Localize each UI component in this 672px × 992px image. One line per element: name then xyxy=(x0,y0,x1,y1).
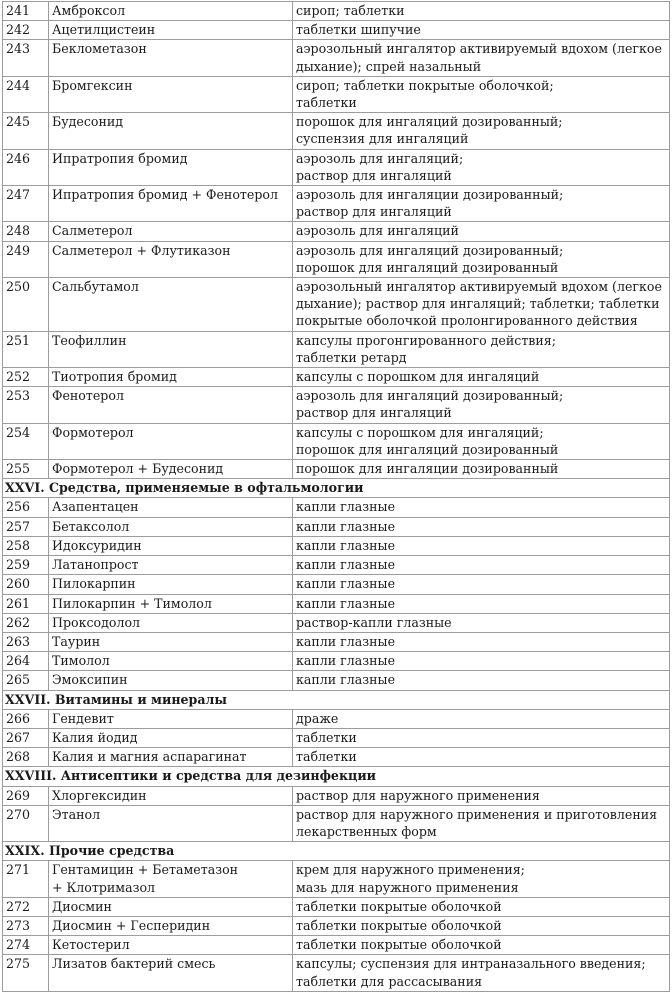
row-number: 246 xyxy=(3,149,49,185)
dosage-form: капли глазные xyxy=(296,557,396,573)
dosage-form: капли глазные xyxy=(296,672,396,688)
row-number: 261 xyxy=(3,594,49,613)
dosage-form-cell xyxy=(293,2,670,21)
dosage-form: суспензия для ингаляций xyxy=(296,131,469,147)
dosage-form: капли глазные xyxy=(296,633,396,649)
dosage-form: раствор для наружного применения и приготовления xyxy=(296,806,658,822)
drug-name: Ипратропия бромид xyxy=(52,150,188,166)
drug-name-cell xyxy=(49,861,293,897)
dosage-form: порошок для ингаляций дозированный xyxy=(296,259,559,275)
dosage-form: капли глазные xyxy=(296,576,396,592)
drug-name: Формотерол xyxy=(52,424,134,440)
drug-name: Идоксуридин xyxy=(52,537,142,553)
drug-name: Пилокарпин xyxy=(52,576,136,592)
row-number: 243 xyxy=(3,40,49,76)
table-row xyxy=(3,805,670,841)
table-row xyxy=(3,575,670,594)
row-number: 260 xyxy=(3,575,49,594)
drug-name: Сальбутамол xyxy=(52,279,139,295)
drug-name: Будесонид xyxy=(52,114,124,130)
row-number: 266 xyxy=(3,709,49,728)
table-row xyxy=(3,241,670,277)
drug-name-cell xyxy=(49,556,293,575)
dosage-form: таблетки xyxy=(296,749,357,765)
table-row xyxy=(3,936,670,955)
dosage-form-cell xyxy=(293,536,670,555)
row-number: 252 xyxy=(3,368,49,387)
drug-name: Калия йодид xyxy=(52,729,138,745)
dosage-form: дыхание); спрей назальный xyxy=(296,58,482,74)
drug-list-table xyxy=(2,1,670,992)
dosage-form: капсулы прогонгированного действия; xyxy=(296,332,556,348)
table-row xyxy=(3,460,670,479)
dosage-form-cell xyxy=(293,149,670,185)
dosage-form-cell xyxy=(293,222,670,241)
drug-name-cell xyxy=(49,21,293,40)
section-row xyxy=(3,842,670,861)
dosage-form: порошок для ингаляций дозированный; xyxy=(296,114,563,130)
dosage-form: лекарственных форм xyxy=(296,823,437,839)
drug-name-cell xyxy=(49,387,293,423)
drug-name-cell xyxy=(49,498,293,517)
dosage-form-cell xyxy=(293,331,670,367)
drug-name-cell xyxy=(49,613,293,632)
row-number: 257 xyxy=(3,517,49,536)
row-number: 249 xyxy=(3,241,49,277)
dosage-form-cell xyxy=(293,40,670,76)
dosage-form-cell xyxy=(293,652,670,671)
dosage-form: раствор для ингаляций xyxy=(296,204,452,220)
dosage-form-cell xyxy=(293,897,670,916)
drug-name: Формотерол + Будесонид xyxy=(52,461,224,477)
dosage-form: драже xyxy=(296,710,339,726)
drug-name: + Клотримазол xyxy=(52,879,156,895)
drug-name-cell xyxy=(49,241,293,277)
row-number: 242 xyxy=(3,21,49,40)
table-row xyxy=(3,423,670,459)
table-row xyxy=(3,331,670,367)
drug-name: Пилокарпин + Тимолол xyxy=(52,595,212,611)
drug-name: Калия и магния аспарагинат xyxy=(52,749,247,765)
drug-name: Ипратропия бромид + Фенотерол xyxy=(52,187,278,203)
row-number: 241 xyxy=(3,2,49,21)
section-title: XXVI. Средства, применяемые в офтальмологии xyxy=(3,479,670,498)
dosage-form-cell xyxy=(293,21,670,40)
dosage-form: капли глазные xyxy=(296,518,396,534)
section-title: XXIX. Прочие средства xyxy=(3,842,670,861)
drug-name-cell xyxy=(49,222,293,241)
drug-name-cell xyxy=(49,331,293,367)
dosage-form-cell xyxy=(293,786,670,805)
dosage-form: аэрозоль для ингаляций xyxy=(296,223,459,239)
drug-name-cell xyxy=(49,460,293,479)
row-number: 248 xyxy=(3,222,49,241)
drug-name-cell xyxy=(49,149,293,185)
row-number: 271 xyxy=(3,861,49,897)
dosage-form-cell xyxy=(293,241,670,277)
drug-name: Хлоргексидин xyxy=(52,787,147,803)
dosage-form: таблетки xyxy=(296,729,357,745)
dosage-form: капли глазные xyxy=(296,499,396,515)
drug-name: Кетостерил xyxy=(52,937,130,953)
section-row xyxy=(3,690,670,709)
row-number: 274 xyxy=(3,936,49,955)
drug-name: Азапентацен xyxy=(52,499,139,515)
drug-name: Таурин xyxy=(52,633,101,649)
section-row xyxy=(3,767,670,786)
dosage-form-cell xyxy=(293,278,670,332)
drug-name-cell xyxy=(49,368,293,387)
drug-name: Латанопрост xyxy=(52,557,139,573)
row-number: 272 xyxy=(3,897,49,916)
table-row xyxy=(3,709,670,728)
table-row xyxy=(3,368,670,387)
dosage-form: таблетки ретард xyxy=(296,349,407,365)
drug-name-cell xyxy=(49,517,293,536)
dosage-form-cell xyxy=(293,186,670,222)
table-row xyxy=(3,594,670,613)
dosage-form: раствор для ингаляций xyxy=(296,405,452,421)
table-row xyxy=(3,728,670,747)
drug-name: Бромгексин xyxy=(52,77,133,93)
row-number: 244 xyxy=(3,76,49,112)
section-row xyxy=(3,479,670,498)
dosage-form: сироп; таблетки xyxy=(296,3,405,18)
drug-name-cell xyxy=(49,2,293,21)
dosage-form: дыхание); раствор для ингаляций; таблетки; таблетки xyxy=(296,296,660,312)
drug-name-cell xyxy=(49,671,293,690)
drug-name: Салметерол + Флутиказон xyxy=(52,242,231,258)
row-number: 250 xyxy=(3,278,49,332)
drug-name-cell xyxy=(49,186,293,222)
drug-name-cell xyxy=(49,786,293,805)
drug-name-cell xyxy=(49,76,293,112)
drug-name: Бетаксолол xyxy=(52,518,130,534)
drug-name-cell xyxy=(49,728,293,747)
drug-name-cell xyxy=(49,278,293,332)
drug-name: Гентамицин + Бетаметазон xyxy=(52,862,239,878)
table-row xyxy=(3,2,670,21)
drug-name-cell xyxy=(49,575,293,594)
table-row xyxy=(3,748,670,767)
dosage-form-cell xyxy=(293,556,670,575)
dosage-form: капсулы; суспензия для интраназального введения; xyxy=(296,956,646,972)
dosage-form: аэрозольный ингалятор активируемый вдохом (легкое xyxy=(296,41,662,57)
drug-name: Диосмин + Гесперидин xyxy=(52,917,211,933)
dosage-form: покрытые оболочкой пролонгированного действия xyxy=(296,313,638,329)
dosage-form-cell xyxy=(293,916,670,935)
drug-name-cell xyxy=(49,748,293,767)
table-row xyxy=(3,21,670,40)
table-row xyxy=(3,517,670,536)
table-row xyxy=(3,613,670,632)
drug-name: Тимолол xyxy=(52,653,110,669)
table-row xyxy=(3,536,670,555)
dosage-form: аэрозоль для ингаляций; xyxy=(296,150,464,166)
drug-name: Диосмин xyxy=(52,898,112,914)
dosage-form-cell xyxy=(293,748,670,767)
row-number: 253 xyxy=(3,387,49,423)
row-number: 263 xyxy=(3,632,49,651)
row-number: 264 xyxy=(3,652,49,671)
dosage-form-cell xyxy=(293,113,670,149)
drug-name: Фенотерол xyxy=(52,388,124,404)
table-row xyxy=(3,786,670,805)
table-row xyxy=(3,149,670,185)
drug-name-cell xyxy=(49,423,293,459)
drug-name-cell xyxy=(49,936,293,955)
section-title: XXVII. Витамины и минералы xyxy=(3,690,670,709)
drug-name-cell xyxy=(49,709,293,728)
dosage-form: сироп; таблетки покрытые оболочкой; xyxy=(296,77,554,93)
dosage-form: раствор для ингаляций xyxy=(296,167,452,183)
table-row xyxy=(3,40,670,76)
table-row xyxy=(3,671,670,690)
dosage-form-cell xyxy=(293,368,670,387)
table-row xyxy=(3,652,670,671)
drug-name: Проксодолол xyxy=(52,614,141,630)
drug-name-cell xyxy=(49,805,293,841)
row-number: 262 xyxy=(3,613,49,632)
dosage-form: таблетки xyxy=(296,95,357,111)
row-number: 269 xyxy=(3,786,49,805)
row-number: 247 xyxy=(3,186,49,222)
dosage-form-cell xyxy=(293,632,670,651)
drug-name: Амброксол xyxy=(52,3,126,18)
drug-name-cell xyxy=(49,955,293,991)
table-row xyxy=(3,897,670,916)
dosage-form-cell xyxy=(293,709,670,728)
drug-name: Ацетилцистеин xyxy=(52,22,156,38)
dosage-form-cell xyxy=(293,460,670,479)
row-number: 267 xyxy=(3,728,49,747)
row-number: 255 xyxy=(3,460,49,479)
table-row xyxy=(3,278,670,332)
drug-name: Тиотропия бромид xyxy=(52,369,177,385)
dosage-form-cell xyxy=(293,594,670,613)
table-row xyxy=(3,186,670,222)
drug-name-cell xyxy=(49,897,293,916)
dosage-form: мазь для наружного применения xyxy=(296,879,519,895)
row-number: 259 xyxy=(3,556,49,575)
table-row xyxy=(3,861,670,897)
drug-name: Лизатов бактерий смесь xyxy=(52,956,216,972)
dosage-form-cell xyxy=(293,936,670,955)
drug-name-cell xyxy=(49,594,293,613)
dosage-form-cell xyxy=(293,613,670,632)
section-title: XXVIII. Антисептики и средства для дезинфекции xyxy=(3,767,670,786)
table-row xyxy=(3,387,670,423)
dosage-form: таблетки покрытые оболочкой xyxy=(296,917,502,933)
row-number: 273 xyxy=(3,916,49,935)
dosage-form: порошок для ингаляций дозированный xyxy=(296,441,559,457)
dosage-form-cell xyxy=(293,423,670,459)
dosage-form-cell xyxy=(293,861,670,897)
dosage-form: таблетки покрытые оболочкой xyxy=(296,898,502,914)
table-row xyxy=(3,498,670,517)
drug-name: Салметерол xyxy=(52,223,133,239)
dosage-form: раствор для наружного применения xyxy=(296,787,540,803)
dosage-form-cell xyxy=(293,955,670,991)
dosage-form: аэрозоль для ингаляций дозированный; xyxy=(296,242,564,258)
dosage-form-cell xyxy=(293,517,670,536)
dosage-form: аэрозольный ингалятор активируемый вдохом (легкое xyxy=(296,279,662,295)
drug-name: Эмоксипин xyxy=(52,672,128,688)
dosage-form: порошок для ингаляции дозированный xyxy=(296,461,559,477)
dosage-form: таблетки для рассасывания xyxy=(296,973,483,989)
dosage-form-cell xyxy=(293,498,670,517)
dosage-form-cell xyxy=(293,805,670,841)
table-row xyxy=(3,113,670,149)
dosage-form-cell xyxy=(293,575,670,594)
dosage-form: капли глазные xyxy=(296,653,396,669)
table-row xyxy=(3,222,670,241)
dosage-form: аэрозоль для ингаляций дозированный; xyxy=(296,388,564,404)
dosage-form-cell xyxy=(293,76,670,112)
drug-name-cell xyxy=(49,632,293,651)
table-row xyxy=(3,76,670,112)
dosage-form: крем для наружного применения; xyxy=(296,862,525,878)
row-number: 265 xyxy=(3,671,49,690)
row-number: 251 xyxy=(3,331,49,367)
drug-name: Беклометазон xyxy=(52,41,147,57)
row-number: 270 xyxy=(3,805,49,841)
table-row xyxy=(3,955,670,991)
row-number: 254 xyxy=(3,423,49,459)
drug-name: Гендевит xyxy=(52,710,114,726)
drug-name-cell xyxy=(49,113,293,149)
row-number: 258 xyxy=(3,536,49,555)
dosage-form-cell xyxy=(293,671,670,690)
drug-name: Теофиллин xyxy=(52,332,127,348)
row-number: 275 xyxy=(3,955,49,991)
row-number: 268 xyxy=(3,748,49,767)
dosage-form: капсулы с порошком для ингаляций; xyxy=(296,424,544,440)
row-number: 245 xyxy=(3,113,49,149)
dosage-form: капсулы с порошком для ингаляций xyxy=(296,369,540,385)
table-row xyxy=(3,916,670,935)
dosage-form: раствор-капли глазные xyxy=(296,614,452,630)
dosage-form-cell xyxy=(293,387,670,423)
dosage-form: капли глазные xyxy=(296,595,396,611)
table-row xyxy=(3,632,670,651)
table-row xyxy=(3,556,670,575)
drug-name-cell xyxy=(49,536,293,555)
dosage-form: аэрозоль для ингаляции дозированный; xyxy=(296,187,564,203)
row-number: 256 xyxy=(3,498,49,517)
dosage-form: таблетки шипучие xyxy=(296,22,421,38)
drug-name: Этанол xyxy=(52,806,101,822)
drug-name-cell xyxy=(49,652,293,671)
drug-name-cell xyxy=(49,916,293,935)
dosage-form: капли глазные xyxy=(296,537,396,553)
drug-name-cell xyxy=(49,40,293,76)
dosage-form-cell xyxy=(293,728,670,747)
drug-list-body xyxy=(3,2,670,992)
dosage-form: таблетки покрытые оболочкой xyxy=(296,937,502,953)
